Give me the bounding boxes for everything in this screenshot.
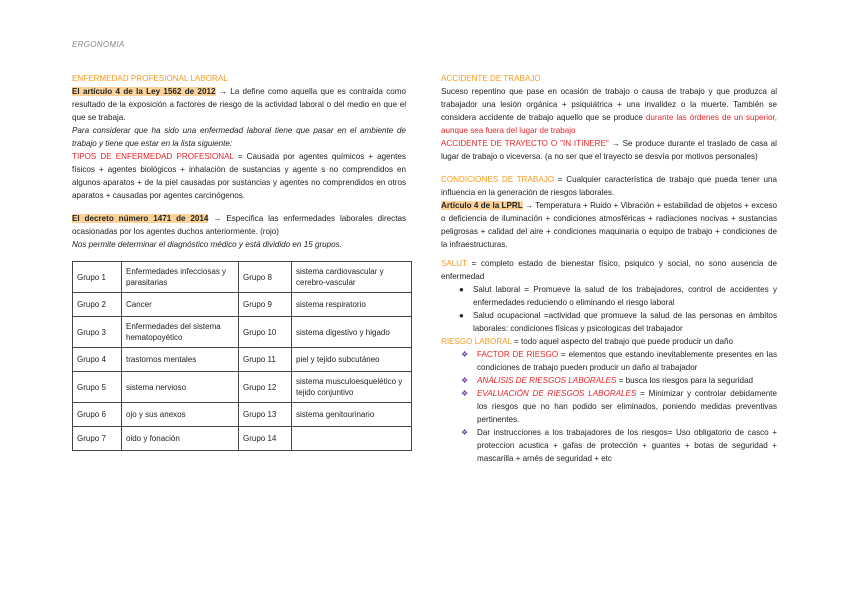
paragraph-decreto: El decreto número 1471 de 2014 → Especifica las enfermedades laborales directas ocasionadas por los agentes duchos anteriormente. (rojo)	[72, 214, 407, 236]
label-evaluacion: EVALUACIÓN DE RIESGOS LABORALES	[477, 389, 637, 398]
group-label: Grupo 7	[73, 427, 122, 451]
diamond-bullet-icon: ❖	[461, 376, 469, 385]
label-condiciones: CONDICIONES DE TRABAJO	[441, 175, 555, 184]
list-item: ● Salut laboral = Promueve la salud de los trabajadores, control de accidentes y enfermedades reduciendo o eliminando el riesgo laboral	[459, 285, 777, 307]
group-label: Grupo 14	[239, 427, 292, 451]
label-tipos: TIPOS DE ENFERMEDAD PROFESIONAL	[72, 152, 234, 161]
group-description: ojo y sus anexos	[122, 403, 239, 427]
table-row	[73, 293, 412, 317]
paragraph-condiciones: CONDICIONES DE TRABAJO = Cualquier característica de trabajo que pueda tener una influencia en la generación de riesgos laborales.	[441, 175, 777, 197]
paragraph-decreto-italic: Nos permite determinar el diagnóstico médico y está dividido en 15 grupos.	[72, 240, 342, 249]
paragraph-accidente: Suceso repentino que pase en ocasión de trabajo o causa de trabajo y que produzca al trabajador una lesión orgánica + psiquiátrica + una invalidez o la muerte. También se considera accidente de trabajo aquello que se produce durante las órdenes de un superior, aunque sea fuera del lugar de trabajo	[441, 87, 778, 135]
left-column	[72, 72, 406, 451]
group-description: sistema cardiovascular y cerebro-vascular	[292, 262, 412, 293]
group-label: Grupo 2	[73, 293, 122, 317]
table-row	[73, 427, 412, 451]
right-column	[441, 72, 777, 465]
paragraph-salut: SALUT = completo estado de bienestar físico, psiquico y social, no sono ausencia de enfermedad	[441, 259, 777, 281]
group-description: sistema respiratorio	[292, 293, 412, 317]
bullet-icon: ●	[459, 311, 464, 320]
section-title-accidente: ACCIDENTE DE TRABAJO	[441, 74, 541, 83]
list-item: ❖ EVALUACIÓN DE RIESGOS LABORALES = Minimizar y controlar debidamente los riesgos que no han podido ser eliminados, poniendo medidas preventivas pertinentes.	[461, 389, 777, 424]
group-description: sistema musculoesquelético y tejido conjuntivo	[292, 372, 412, 403]
highlight-lprl: Artículo 4 de la LPRL	[441, 201, 523, 210]
paragraph-riesgo: RIESGO LABORAL = todo aquel aspecto del trabajo que puede producir un daño	[441, 337, 733, 346]
group-description: trastornos mentales	[122, 348, 239, 372]
group-label: Grupo 8	[239, 262, 292, 293]
list-item: ❖ FACTOR DE RIESGO = elementos que estando inevitablemente presentes en las condiciones de trabajo pueden producir un daño al trabajador	[461, 350, 778, 372]
group-label: Grupo 13	[239, 403, 292, 427]
paragraph-italic-condicion: Para considerar que ha sido una enfermedad laboral tiene que pasar en el ambiente de trabajo y tiene que estar en la lista siguiente:	[72, 126, 406, 148]
group-description: sistema genitourinario	[292, 403, 412, 427]
list-item: ● Salud ocupacional =actividad que promueve la salud de las personas en ámbitos laborales: condiciones físicas y psicologicas del trabajador	[459, 311, 777, 333]
list-item: ❖ Dar instrucciones a los trabajadores de los riesgos= Uso obligatorio de casco + proteccion acustica + gafas de protección + guantes + botas de seguridad + mascarilla + arnés de seguridad + etc	[461, 428, 777, 463]
group-label: Grupo 9	[239, 293, 292, 317]
label-trayecto: ACCIDENTE DE TRAYECTO O "IN ITINERE"	[441, 139, 609, 148]
label-factor: FACTOR DE RIESGO	[477, 350, 559, 359]
group-label: Grupo 6	[73, 403, 122, 427]
table-row	[73, 262, 412, 293]
paragraph-lprl: Artículo 4 de la LPRL → Temperatura + Ruido + Vibración + estabilidad de objetos + exceso o deficiencia de iluminación + condiciones atmosféricas + radiaciones nocivas + sustancias peligrosas + calidad del aire + condiciones maquinaria o equipo de trabajo + condiciones de la infraestructuras.	[441, 201, 777, 249]
document-header: ERGONOMIA	[72, 40, 125, 49]
highlight-articulo: El artículo 4 de la Ley 1562 de 2012	[72, 87, 216, 96]
group-label: Grupo 12	[239, 372, 292, 403]
group-label: Grupo 11	[239, 348, 292, 372]
group-description: sistema digestivo y higado	[292, 317, 412, 348]
groups-table	[72, 261, 412, 451]
table-row	[73, 317, 412, 348]
table-row	[73, 348, 412, 372]
table-row	[73, 403, 412, 427]
group-description: Enfermedades del sistema hematopoyético	[122, 317, 239, 348]
paragraph-trayecto: ACCIDENTE DE TRAYECTO O "IN ITINERE" → Se produce durante el traslado de casa al lugar de trabajo o viceversa. (a no ser que el trayecto se desvía por motivos personales)	[441, 139, 777, 161]
group-description	[292, 427, 412, 451]
group-description: oido y fonación	[122, 427, 239, 451]
group-label: Grupo 1	[73, 262, 122, 293]
diamond-bullet-icon: ❖	[461, 350, 469, 359]
group-label: Grupo 10	[239, 317, 292, 348]
table-row	[73, 372, 412, 403]
group-description: sistema nervioso	[122, 372, 239, 403]
highlight-decreto: El decreto número 1471 de 2014	[72, 214, 209, 223]
list-item: ❖ ANÁLISIS DE RIESGOS LABORALES = busca los riesgos para la seguridad	[461, 376, 754, 385]
group-label: Grupo 4	[73, 348, 122, 372]
accidente-red-text: durante las órdenes de un superior, aunque sea fuera del lugar de trabajo	[441, 113, 778, 135]
paragraph-articulo: El artículo 4 de la Ley 1562 de 2012 → La define como aquella que es contraída como resultado de la exposición a factores de riesgo de la actividad laboral o del medio en que el que se trabaja.	[72, 87, 406, 122]
bullet-icon: ●	[459, 285, 464, 294]
group-description: Cancer	[122, 293, 239, 317]
group-label: Grupo 3	[73, 317, 122, 348]
salut-list	[441, 283, 777, 335]
label-riesgo: RIESGO LABORAL	[441, 337, 512, 346]
riesgo-list	[441, 348, 777, 465]
diamond-bullet-icon: ❖	[461, 428, 469, 437]
label-salut: SALUT	[441, 259, 467, 268]
label-analisis: ANÁLISIS DE RIESGOS LABORALES	[477, 376, 617, 385]
group-label: Grupo 5	[73, 372, 122, 403]
group-description: piel y tejido subcutáneo	[292, 348, 412, 372]
diamond-bullet-icon: ❖	[461, 389, 469, 398]
section-title-enfermedad: ENFERMEDAD PROFESIONAL LABORAL	[72, 74, 228, 83]
paragraph-tipos: TIPOS DE ENFERMEDAD PROFESIONAL = Causada por agentes químicos + agentes físicos + agentes biológicos + inhalación de sustancias y agente s no comprendidos en algunos aparatos + de la piel causadas por sustancias y agentes no comprendidos en otros aparatos + causadas por agentes carcinógenos.	[72, 152, 406, 200]
group-description: Enfermedades infecciosas y parasitarias	[122, 262, 239, 293]
